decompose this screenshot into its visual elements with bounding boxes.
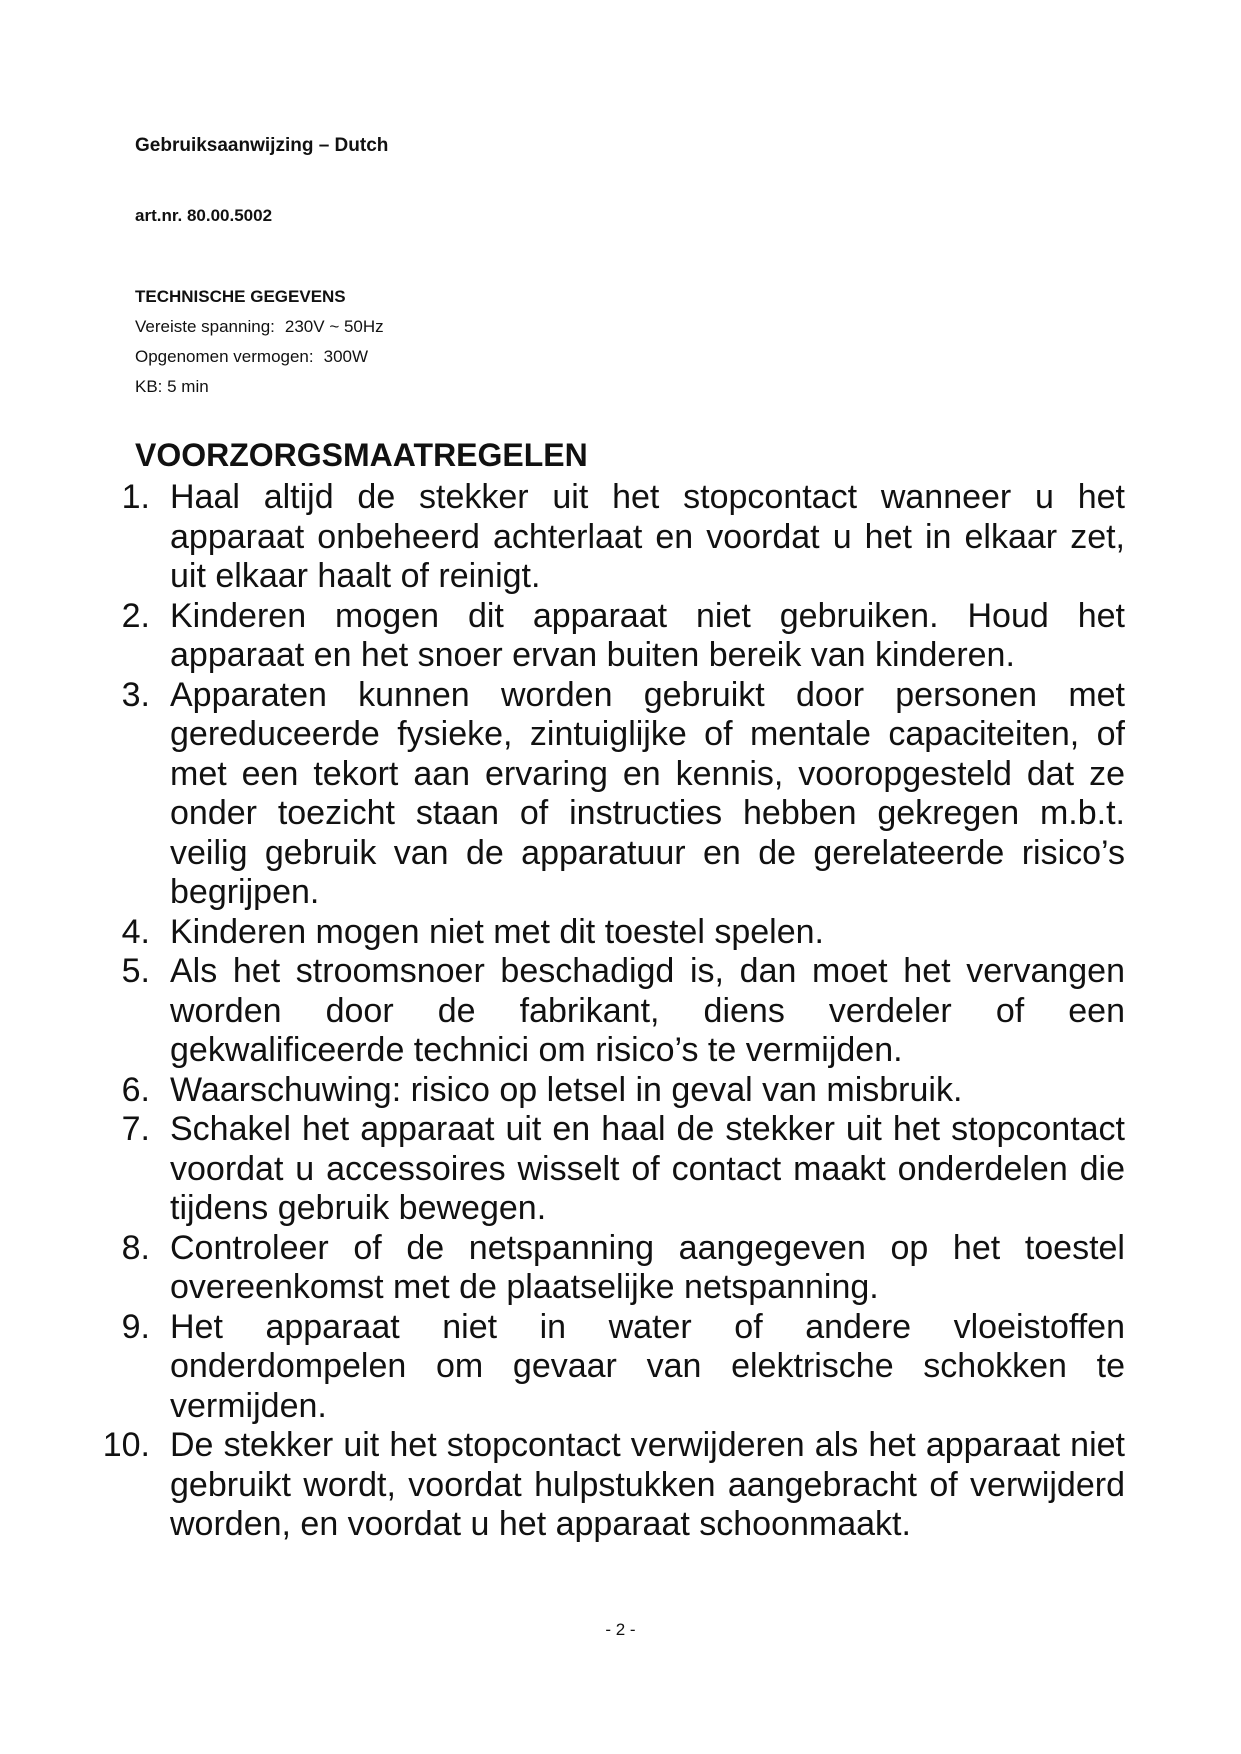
item-number: 9. [121, 1307, 150, 1346]
item-number: 2. [121, 596, 150, 635]
list-item [0, 676, 1241, 913]
list-item [0, 1426, 1241, 1545]
list-item [0, 1110, 1241, 1229]
list-item [0, 1071, 1241, 1111]
list-item [0, 478, 1241, 597]
item-number: 3. [121, 675, 150, 714]
list-item [0, 1308, 1241, 1427]
item-number: 1. [121, 478, 150, 516]
spec-row-power [135, 342, 384, 372]
spec-value: 230V ~ 50Hz [284, 317, 384, 336]
item-number: 10. [102, 1426, 150, 1464]
technical-specs [135, 282, 384, 402]
item-text: Haal altijd de stekker uit het stopcontact wanneer u het apparaat onbeheerd achterlaat en voordat u het in elkaar zet, uit elkaar haalt of reinigt. [170, 478, 1125, 595]
item-text: Het apparaat niet in water of andere vloeistoffen onderdompelen om gevaar van elektrische schokken te vermijden. [170, 1307, 1125, 1425]
spec-row-voltage [135, 312, 384, 342]
list-item [0, 597, 1241, 676]
item-text: Schakel het apparaat uit en haal de stekker uit het stopcontact voordat u accessoires wisselt of contact maakt onderdelen die tijdens gebruik bewegen. [170, 1110, 1125, 1227]
precautions-list [0, 478, 1241, 1545]
item-number: 6. [121, 1070, 150, 1109]
item-text: De stekker uit het stopcontact verwijderen als het apparaat niet gebruikt wordt, voordat hulpstukken aangebracht of verwijderd worden, en voordat u het apparaat schoonmaakt. [170, 1426, 1125, 1543]
item-text: Apparaten kunnen worden gebruikt door personen met gereduceerde fysieke, zintuiglijke of mentale capaciteiten, of met een tekort aan ervaring en kennis, vooropgesteld dat ze onder toezicht staan of instructies hebben gekregen m.b.t. veilig gebruik van de apparatuur en de gerelateerde risico’s begrijpen. [170, 675, 1125, 911]
list-item [0, 913, 1241, 953]
item-text: Waarschuwing: risico op letsel in geval van misbruik. [170, 1070, 963, 1109]
item-number: 8. [121, 1228, 150, 1267]
page-number: - 2 - [605, 1620, 636, 1639]
item-text: Kinderen mogen niet met dit toestel spelen. [170, 912, 824, 951]
list-item [0, 1229, 1241, 1308]
item-text: Als het stroomsnoer beschadigd is, dan moet het vervangen worden door de fabrikant, diens verdeler of een gekwalificeerde technici om risico’s te vermijden. [170, 952, 1125, 1069]
item-number: 5. [121, 952, 150, 990]
list-item [0, 952, 1241, 1071]
item-number: 4. [121, 912, 150, 951]
item-number: 7. [121, 1110, 150, 1148]
article-number: art.nr. 80.00.5002 [135, 206, 273, 225]
item-text: Controleer of de netspanning aangegeven op het toestel overeenkomst met de plaatselijke netspanning. [170, 1228, 1125, 1306]
spec-row-kb: KB: 5 min [135, 377, 209, 396]
item-text: Kinderen mogen dit apparaat niet gebruiken. Houd het apparaat en het snoer ervan buiten bereik van kinderen. [170, 596, 1125, 674]
specs-heading: TECHNISCHE GEGEVENS [135, 287, 346, 306]
spec-value: 300W [323, 347, 369, 366]
precautions-title: VOORZORGSMAATREGELEN [135, 437, 588, 473]
document-title: Gebruiksaanwijzing – Dutch [135, 135, 389, 156]
spec-label: Vereiste spanning: [135, 317, 275, 336]
spec-label: Opgenomen vermogen: [135, 347, 314, 366]
